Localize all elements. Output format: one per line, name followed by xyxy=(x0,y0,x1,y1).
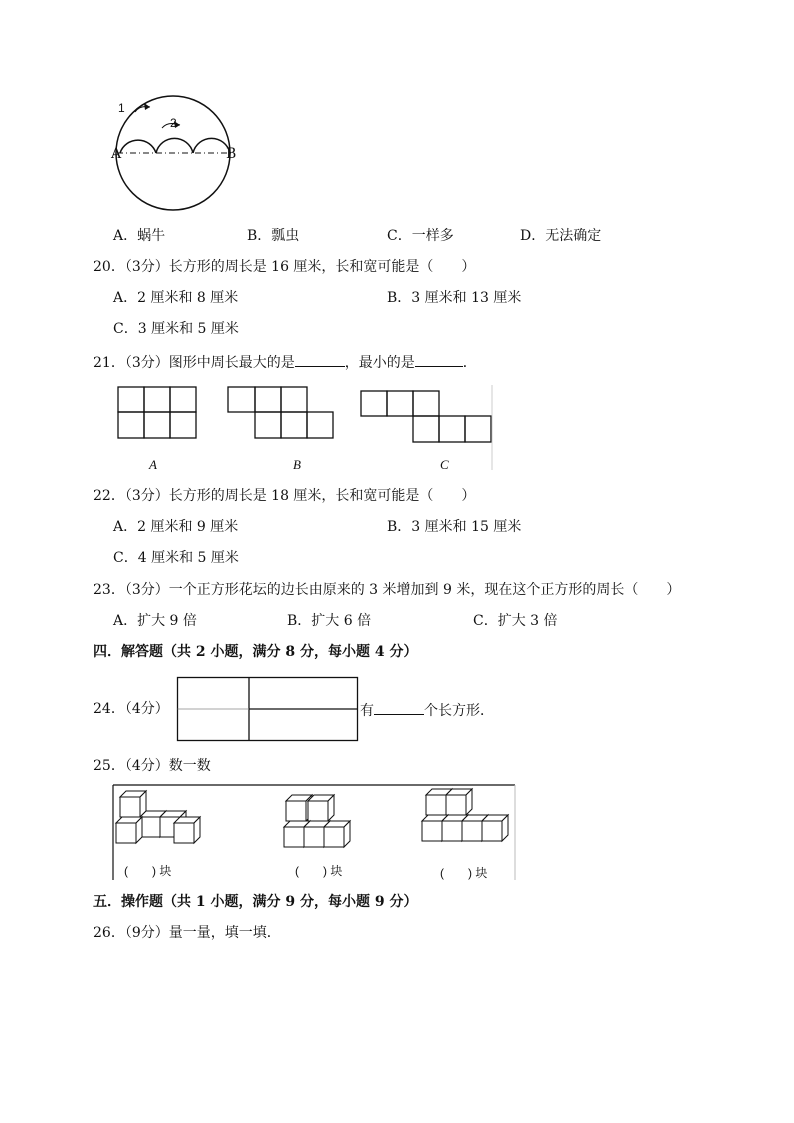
q22-option-b: B．3 厘米和 15 厘米 xyxy=(387,519,522,535)
q23-question: 23．（3分）一个正方形花坛的边长由原来的 3 米增加到 9 米，现在这个正方形的周长（ ） xyxy=(93,582,681,598)
q21-figure-label-b: B xyxy=(293,457,301,472)
q25-question: 25．（4分）数一数 xyxy=(93,758,211,774)
q20-option-a: A．2 厘米和 8 厘米 xyxy=(113,290,239,306)
q19-option-a: A．蜗牛 xyxy=(113,228,166,244)
q25-answer-1[interactable]: ( ) 块 xyxy=(124,864,172,878)
q19-label-a: A xyxy=(111,146,122,162)
q24-number: 24．（4分） xyxy=(93,701,169,717)
q22-option-c: C．4 厘米和 5 厘米 xyxy=(113,550,239,566)
q21-suffix: ． xyxy=(462,355,477,371)
q21-middle: ，最小的是 xyxy=(344,355,415,371)
q22-question: 22．（3分）长方形的周长是 18 厘米，长和宽可能是（ ） xyxy=(93,488,476,504)
q19-option-d: D．无法确定 xyxy=(520,228,602,244)
q22-option-a: A．2 厘米和 9 厘米 xyxy=(113,519,239,535)
q24-answer-line xyxy=(360,701,494,719)
q19-label-2: 2 xyxy=(170,116,177,130)
q26-question: 26．（9分）量一量，填一填． xyxy=(93,925,281,941)
q24-suffix: 个长方形． xyxy=(424,703,494,719)
q23-option-c: C．扩大 3 倍 xyxy=(473,613,558,629)
q21-question xyxy=(93,353,477,371)
q21-blank-min[interactable] xyxy=(415,353,463,367)
q25-answer-3[interactable]: ( ) 块 xyxy=(440,866,488,880)
section-4-heading: 四．解答题（共 2 小题，满分 8 分，每小题 4 分） xyxy=(93,644,418,660)
q24-blank[interactable] xyxy=(374,701,424,715)
q20-option-c: C．3 厘米和 5 厘米 xyxy=(113,321,239,337)
q20-option-b: B．3 厘米和 13 厘米 xyxy=(387,290,522,306)
q19-label-1: 1 xyxy=(118,101,125,115)
q24-rectangle-figure xyxy=(177,677,359,742)
q21-blank-max[interactable] xyxy=(295,353,345,367)
q19-label-b: B xyxy=(226,146,237,162)
q19-option-b: B．瓢虫 xyxy=(247,228,300,244)
q19-option-c: C．一样多 xyxy=(387,228,454,244)
q25-answer-2[interactable]: ( ) 块 xyxy=(295,864,343,878)
q21-figure-label-a: A xyxy=(149,457,157,472)
q23-option-a: A．扩大 9 倍 xyxy=(113,613,197,629)
q21-figure-label-c: C xyxy=(440,457,449,472)
q23-option-b: B．扩大 6 倍 xyxy=(287,613,372,629)
q21-prefix: 21．（3分）图形中周长最大的是 xyxy=(93,355,295,371)
section-5-heading: 五．操作题（共 1 小题，满分 9 分，每小题 9 分） xyxy=(93,894,418,910)
q24-prefix: 有 xyxy=(360,703,374,719)
q20-question: 20．（3分）长方形的周长是 16 厘米，长和宽可能是（ ） xyxy=(93,259,476,275)
